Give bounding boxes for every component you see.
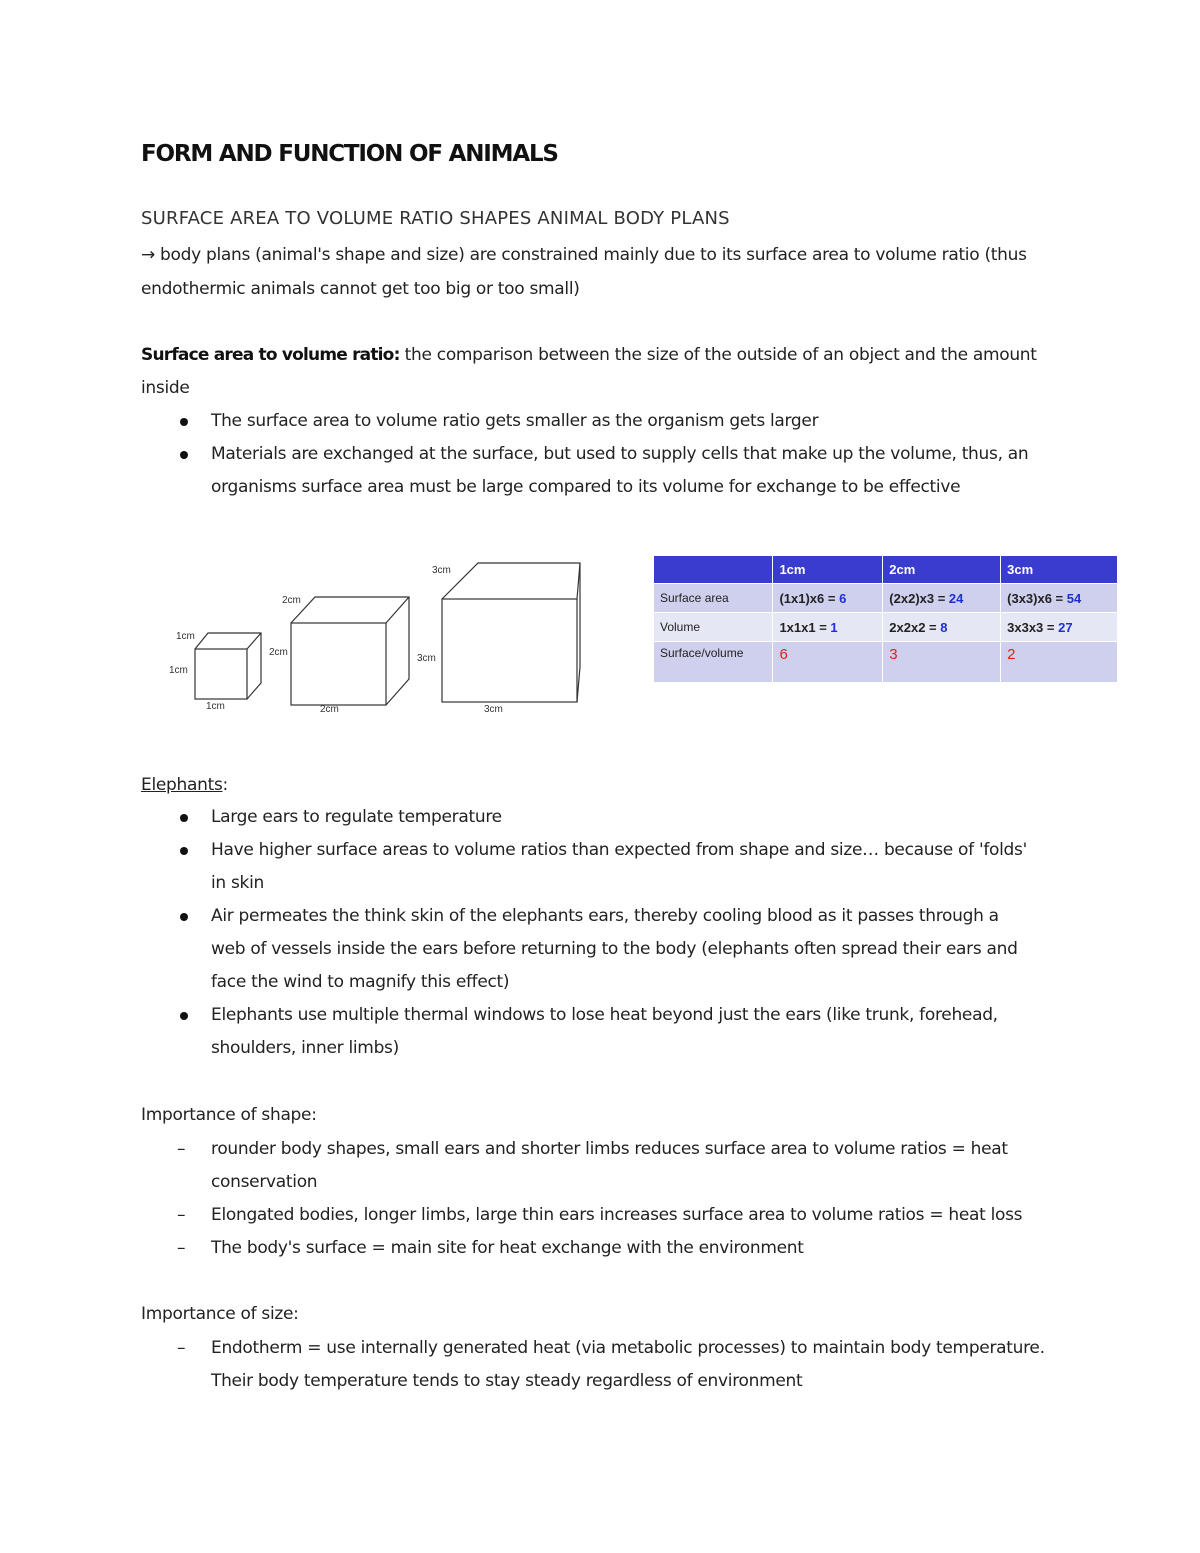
table-header-cell: 2cm (883, 556, 1001, 584)
table-header-row (654, 556, 1118, 584)
sa-volume-table (654, 556, 1118, 682)
medium-cube-side-label: 2cm (269, 647, 288, 658)
dash-bullet-icon: – (177, 1338, 186, 1358)
table-row (654, 584, 1118, 613)
large-cube (442, 563, 580, 702)
bullet-dot-icon (180, 847, 188, 855)
definition-paragraph (141, 339, 1037, 372)
size-heading: Importance of size: (141, 1304, 299, 1324)
list-item: – The body's surface = main site for heat exchange with the environment (141, 1232, 1071, 1265)
table-header-cell (654, 556, 773, 584)
bullet-dot-icon (180, 913, 188, 921)
definition-text-cont: inside (141, 378, 190, 398)
list-item: – rounder body shapes, small ears and shorter limbs reduces surface area to volume ratios = heat conservation (141, 1133, 1071, 1199)
large-cube-bottom-label: 3cm (484, 704, 503, 715)
row-label: Volume (654, 613, 773, 642)
intro-line-2: endothermic animals cannot get too big or too small) (141, 279, 580, 299)
table-cell: 2x2x2 = 8 (883, 613, 1001, 642)
bullet-dot-icon (180, 451, 188, 459)
table-header-cell: 1cm (773, 556, 883, 584)
list-item: – Elongated bodies, longer limbs, large thin ears increases surface area to volume ratios = heat loss (141, 1199, 1071, 1232)
small-cube-side-label: 1cm (169, 665, 188, 676)
table-row (654, 642, 1118, 683)
list-item: The surface area to volume ratio gets smaller as the organism gets larger (141, 405, 1071, 438)
table-cell: 2 (1001, 642, 1118, 683)
intro-line-1: → body plans (animal's shape and size) are constrained mainly due to its surface area to volume ratio (thus (141, 245, 1027, 265)
list-item: Have higher surface areas to volume ratios than expected from shape and size… because of 'folds' in skin (141, 834, 1071, 900)
table-cell: 1x1x1 = 1 (773, 613, 883, 642)
list-item: Air permeates the think skin of the elephants ears, thereby cooling blood as it passes through a web of vessels inside the ears before returning to the body (elephants often spread their ears and face the wind to magnify this effect) (141, 900, 1071, 999)
bullet-dot-icon (180, 1012, 188, 1020)
table-row (654, 613, 1118, 642)
list-item: – Endotherm = use internally generated heat (via metabolic processes) to maintain body temperature. Their body temperature tends to stay steady regardless of environment (141, 1332, 1101, 1398)
table-cell: 6 (773, 642, 883, 683)
small-cube-bottom-label: 1cm (206, 701, 225, 712)
table-cell: (1x1)x6 = 6 (773, 584, 883, 613)
elephants-heading: Elephants: (141, 775, 228, 795)
medium-cube-top-label: 2cm (282, 595, 301, 606)
row-label: Surface/volume (654, 642, 773, 683)
definition-term: Surface area to volume ratio: (141, 345, 400, 365)
small-cube (195, 633, 261, 699)
medium-cube-bottom-label: 2cm (320, 704, 339, 715)
dash-bullet-icon: – (177, 1238, 186, 1258)
section-heading: SURFACE AREA TO VOLUME RATIO SHAPES ANIMAL BODY PLANS (141, 208, 730, 229)
large-cube-top-label: 3cm (432, 565, 451, 576)
list-item: Large ears to regulate temperature (141, 801, 1071, 834)
list-item: Materials are exchanged at the surface, but used to supply cells that make up the volume, thus, an organisms surface area must be large compared to its volume for exchange to be effective (141, 438, 1071, 504)
large-cube-side-label: 3cm (417, 653, 436, 664)
table-cell: (3x3)x6 = 54 (1001, 584, 1118, 613)
row-label: Surface area (654, 584, 773, 613)
dash-bullet-icon: – (177, 1139, 186, 1159)
definition-bullet-list (141, 405, 1071, 504)
table-header-cell: 3cm (1001, 556, 1118, 584)
table-cell: (2x2)x3 = 24 (883, 584, 1001, 613)
table-cell: 3x3x3 = 27 (1001, 613, 1118, 642)
dash-bullet-icon: – (177, 1205, 186, 1225)
list-item: Elephants use multiple thermal windows to lose heat beyond just the ears (like trunk, forehead, shoulders, inner limbs) (141, 999, 1071, 1065)
bullet-dot-icon (180, 814, 188, 822)
cubes-diagram (160, 555, 590, 720)
shape-heading: Importance of shape: (141, 1105, 317, 1125)
medium-cube (291, 597, 409, 705)
elephants-bullet-list (141, 801, 1071, 1065)
size-list (141, 1332, 1101, 1398)
shape-list (141, 1133, 1071, 1265)
table-cell: 3 (883, 642, 1001, 683)
small-cube-top-label: 1cm (176, 631, 195, 642)
page-title: FORM AND FUNCTION OF ANIMALS (141, 141, 558, 167)
definition-text: the comparison between the size of the outside of an object and the amount (399, 345, 1037, 365)
bullet-dot-icon (180, 418, 188, 426)
